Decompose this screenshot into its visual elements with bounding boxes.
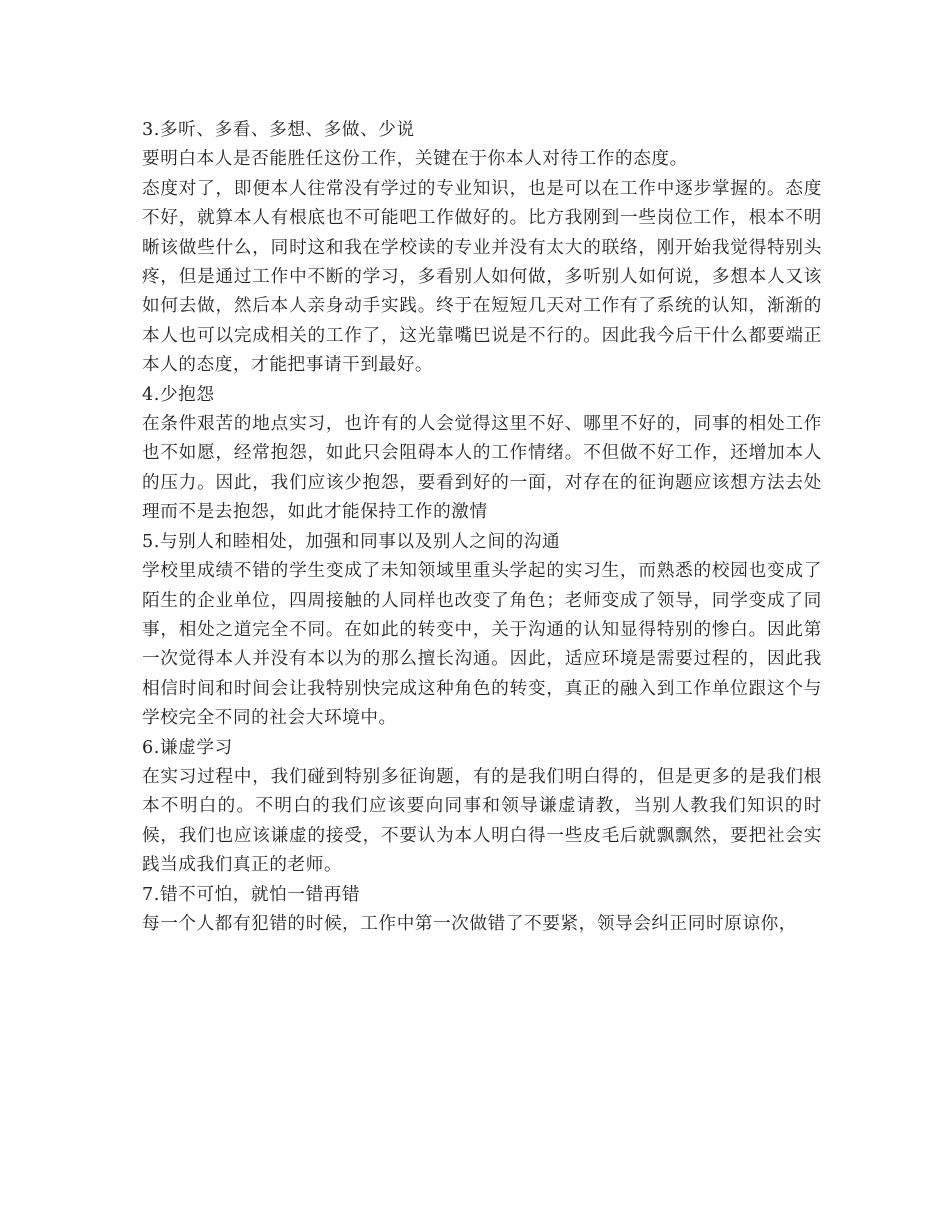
section-heading-3: 3.多听、多看、多想、多做、少说	[142, 120, 415, 140]
paragraph-attitude: 态度对了，即便本人往常没有学过的专业知识，也是可以在工作中逐步掌握的。态度不好，就算本人有根底也不可能吧工作做好的。比方我刚到一些岗位工作，根本不明晰该做些什么，同时这和我在学校读的专业并没有太大的联络，刚开始我觉得特别头疼，但是通过工作中不断的学习，多看别人如何做，多听别人如何说，多想本人又该如何去做，然后本人亲身动手实践。终于在短短几天对工作有了系统的认知，渐渐的本人也可以完成相关的工作了，这光靠嘴巴说是不行的。因此我今后干什么都要端正本人的态度，才能把事请干到最好。	[142, 178, 822, 376]
section-heading-6: 6.谦虚学习	[142, 737, 233, 758]
section-heading-5: 5.与别人和睦相处，加强和同事以及别人之间的沟通	[142, 531, 561, 552]
paragraph-communication: 学校里成绩不错的学生变成了未知领域里重头学起的实习生，而熟悉的校园也变成了陌生的企业单位，四周接触的人同样也改变了角色；老师变成了领导，同学变成了同事，相处之道完全不同。在如此的转变中，关于沟通的认知显得特别的惨白。因此第一次觉得本人并没有本以为的那么擅长沟通。因此，适应环境是需要过程的，因此我相信时间和时间会让我特别快完成这种角色的转变，真正的融入到工作单位跟这个与学校完全不同的社会大环境中。	[142, 561, 822, 729]
document-body	[142, 116, 822, 939]
section-heading-4: 4.少抱怨	[142, 384, 215, 405]
paragraph-humble-learning: 在实习过程中，我们碰到特别多征询题，有的是我们明白得的，但是更多的是我们根本不明白的。不明白的我们应该要向同事和领导谦虚请教，当别人教我们知识的时候，我们也应该谦虚的接受，不要认为本人明白得一些皮毛后就飘飘然，要把社会实践当成我们真正的老师。	[142, 766, 822, 876]
paragraph-complain-less: 在条件艰苦的地点实习，也许有的人会觉得这里不好、哪里不好的，同事的相处工作也不如愿，经常抱怨，如此只会阻碍本人的工作情绪。不但做不好工作，还增加本人的压力。因此，我们应该少抱怨，要看到好的一面，对存在的征询题应该想方法去处理而不是去抱怨，如此才能保持工作的激情	[142, 414, 822, 523]
paragraph-mistakes: 每一个人都有犯错的时候，工作中第一次做错了不要紧，领导会纠正同时原谅你，	[142, 913, 797, 934]
section-heading-7: 7.错不可怕，就怕一错再错	[142, 884, 361, 905]
paragraph-intro: 要明白本人是否能胜任这份工作，关键在于你本人对待工作的态度。	[142, 149, 688, 170]
